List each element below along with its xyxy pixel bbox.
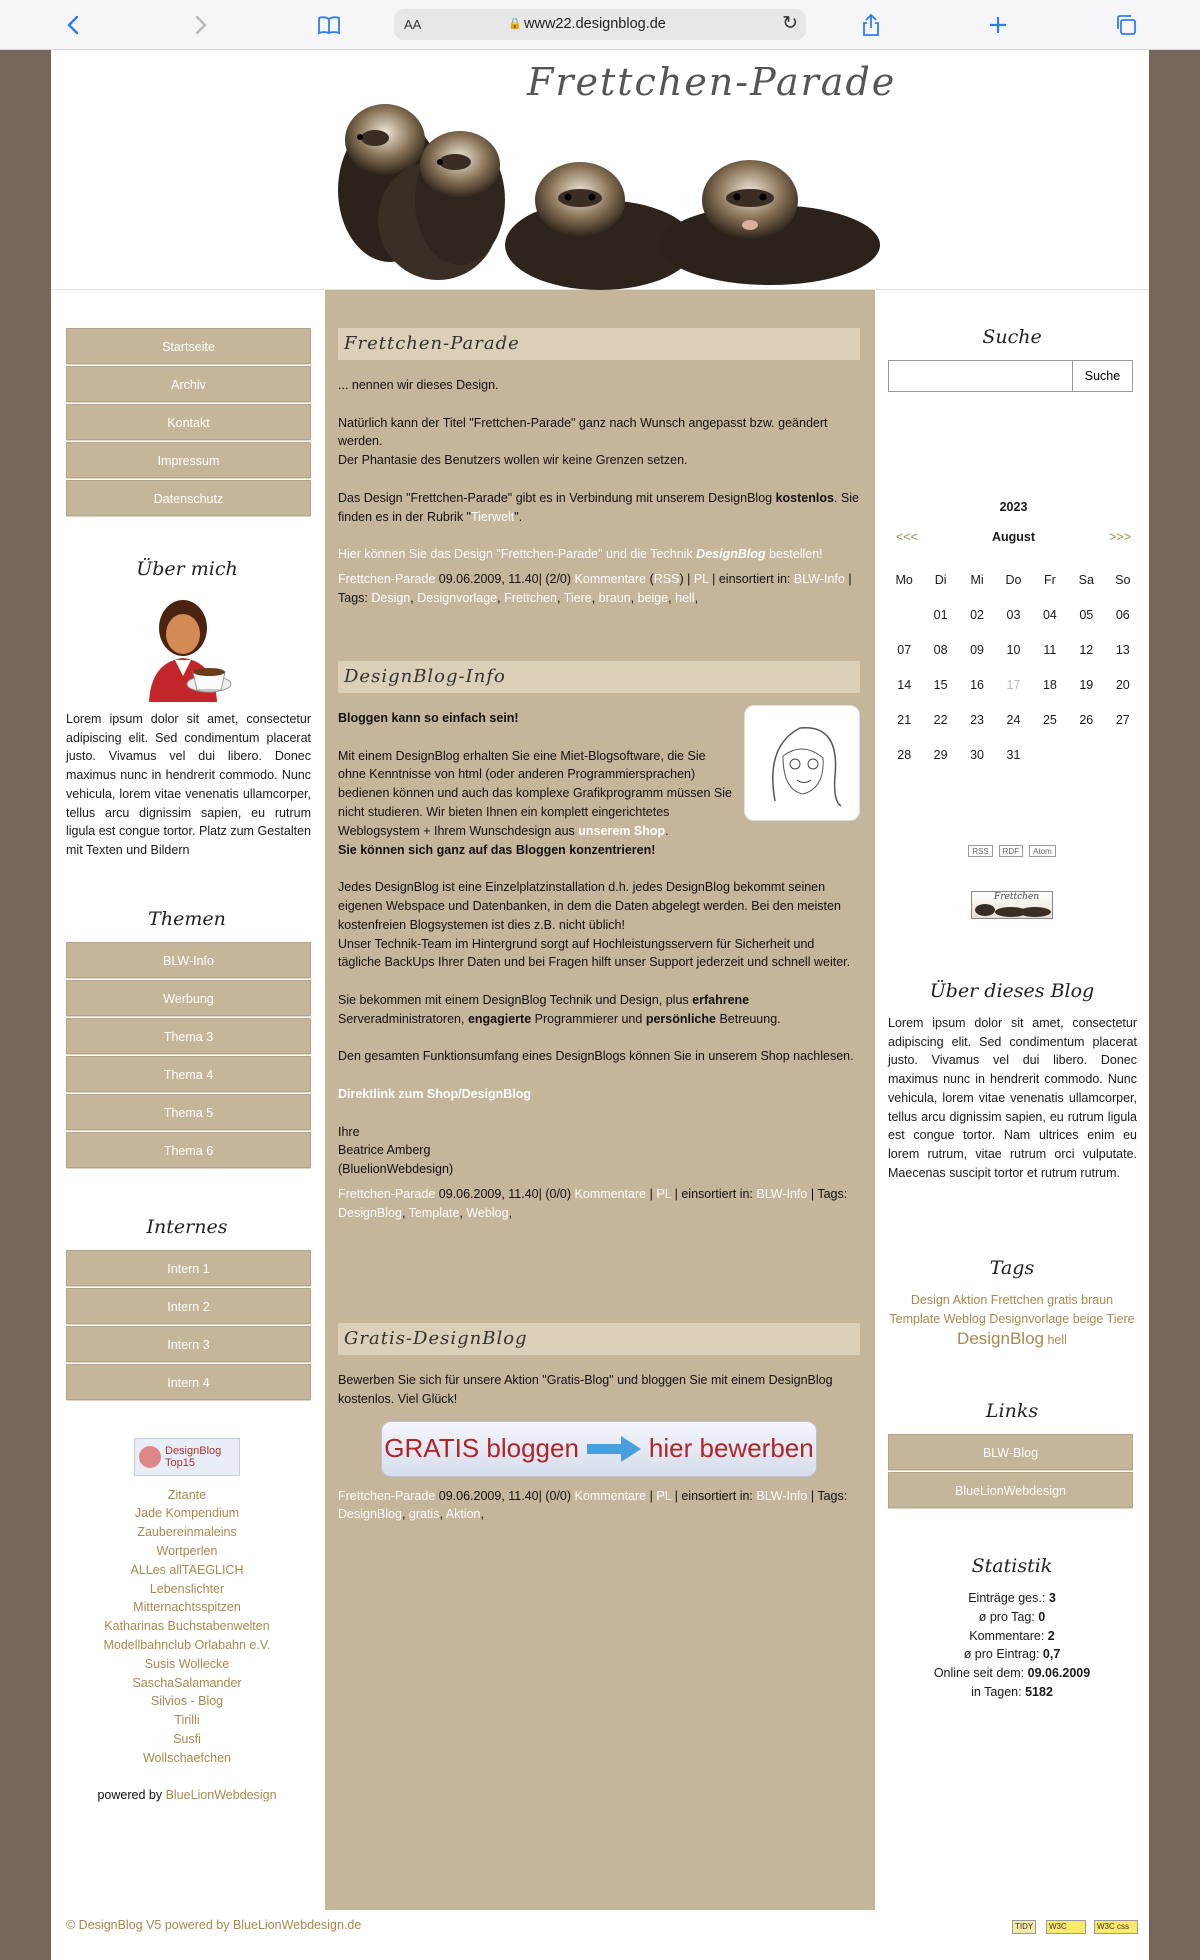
post-meta: Frettchen-Parade 09.06.2009, 11.40| (2/0) Kommentare (RSS) | PL | einsortiert in: BLW-Info | Tags: Design, Designvorlage, Frettchen, Tiere, braun, beige, hell,: [338, 571, 852, 605]
mini-banner-logo[interactable]: [875, 891, 1149, 922]
text-size-button[interactable]: AA: [404, 17, 422, 32]
calendar-day: 21: [897, 712, 912, 727]
calendar-day: 25: [1042, 712, 1057, 727]
post-bold-text: persönliche: [645, 1011, 716, 1026]
main-content: [325, 290, 875, 1910]
meta-tag-link[interactable]: Frettchen: [504, 590, 557, 605]
post-gratis-designblog: [338, 1323, 860, 1524]
stat-value: 5182: [1025, 1684, 1053, 1699]
top15-link[interactable]: Jade Kompendium: [134, 1506, 240, 1521]
calendar-day: 26: [1079, 712, 1094, 727]
calendar-prev-button[interactable]: <<<: [896, 530, 918, 544]
post-paragraph: [338, 414, 860, 470]
meta-sorted-label: | einsortiert in:: [712, 571, 791, 586]
calendar-month: August: [991, 530, 1036, 544]
tag-link[interactable]: Tiere: [1106, 1312, 1135, 1326]
feed-badges: [875, 845, 1149, 922]
tabs-icon[interactable]: [1111, 10, 1141, 40]
calendar-next-button[interactable]: >>>: [1109, 530, 1131, 544]
bookmarks-icon[interactable]: [314, 10, 344, 40]
post-text: Betreuung.: [719, 1011, 781, 1026]
calendar-day: 30: [970, 747, 984, 762]
post-frettchen-parade: [338, 328, 860, 608]
post-bold-text: engagierte: [467, 1011, 532, 1026]
calendar-week-row: [886, 702, 1141, 737]
meta-category-link[interactable]: Frettchen-Parade: [338, 1488, 436, 1503]
calendar-nav: [886, 530, 1141, 544]
share-icon[interactable]: [856, 10, 886, 40]
post-text: Programmierer und: [534, 1011, 643, 1026]
shop-direct-link[interactable]: Direktlink zum Shop/DesignBlog: [338, 1086, 532, 1101]
meta-permalink[interactable]: PL: [656, 1488, 672, 1503]
meta-tag-link[interactable]: Designvorlage: [417, 590, 498, 605]
tidy-badge[interactable]: TIDY: [1012, 1920, 1036, 1934]
calendar-grid: [886, 562, 1141, 772]
stat-label: Einträge ges.:: [968, 1591, 1046, 1605]
post-text: Mit einem DesignBlog erhalten Sie eine Miet-Blogsoftware, die Sie ohne Kenntnisse von html (oder anderen Programmiersprachen) bedienen können und auch das komplexe Grafikprogramm müssen Sie nicht studieren. Wir bieten Ihnen ein komplett eingerichtetes Weblogsystem + Ihrem Wunschdesign aus: [338, 748, 732, 838]
meta-tag-link[interactable]: DesignBlog: [338, 1205, 402, 1220]
url-text: www22.designblog.de: [524, 16, 666, 32]
tag-link[interactable]: braun: [1081, 1293, 1114, 1307]
page-footer: [51, 1910, 1149, 1960]
post-text: Sie bekommen mit einem DesignBlog Technik und Design, plus: [338, 992, 689, 1007]
meta-sorted-label: | einsortiert in:: [674, 1488, 753, 1503]
post-paragraph: Bewerben Sie sich für unsere Aktion "Gratis-Blog" und bloggen Sie mit einem DesignBlog kostenlos. Viel Glück!: [338, 1373, 833, 1406]
about-me-avatar: [51, 592, 323, 710]
meta-category-link[interactable]: Frettchen-Parade: [338, 571, 436, 586]
meta-sorted-label: | einsortiert in:: [674, 1186, 753, 1201]
post-text: Das Design "Frettchen-Parade" gibt es in Verbindung mit unserem DesignBlog: [338, 490, 773, 505]
top15-link[interactable]: Susis Wollecke: [144, 1656, 230, 1671]
tierwelt-link[interactable]: Tierwelt: [470, 509, 515, 524]
tag-link[interactable]: Designvorlage: [989, 1312, 1070, 1326]
signature-line: Beatrice Amberg: [338, 1143, 431, 1158]
w3c-css-badge[interactable]: W3C css: [1094, 1920, 1138, 1934]
post-meta: Frettchen-Parade 09.06.2009, 11.40| (0/0) Kommentare | PL | einsortiert in: BLW-Info | Tags: DesignBlog, gratis, Aktion,: [338, 1488, 848, 1522]
calendar-day: [1032, 737, 1068, 772]
post-meta: Frettchen-Parade 09.06.2009, 11.40| (0/0) Kommentare | PL | einsortiert in: BLW-Info | Tags: DesignBlog, Template, Weblog,: [338, 1186, 848, 1220]
calendar-day: 20: [1115, 677, 1130, 692]
calendar-day: 23: [970, 712, 984, 727]
calendar-day: 14: [897, 677, 912, 692]
post-text: Serveradministratoren,: [338, 1011, 465, 1026]
meta-sorted-category-link[interactable]: BLW-Info: [756, 1488, 808, 1503]
stat-per-day: [875, 1608, 1149, 1627]
meta-permalink[interactable]: PL: [656, 1186, 672, 1201]
designblog-order-link[interactable]: DesignBlog: [696, 547, 766, 562]
stat-value: 0: [1038, 1609, 1046, 1624]
post-bold-text: Sie können sich ganz auf das Bloggen konzentrieren!: [338, 842, 656, 857]
weekday-label: So: [1115, 572, 1131, 587]
calendar-day: 08: [933, 642, 948, 657]
calendar-day: 05: [1079, 607, 1094, 622]
calendar-day: 09: [970, 642, 984, 657]
post-title[interactable]: Gratis-DesignBlog: [338, 1323, 860, 1355]
stat-online-since: [875, 1664, 1149, 1683]
calendar-day: 11: [1043, 642, 1057, 657]
post-text: Natürlich kann der Titel "Frettchen-Parade" ganz nach Wunsch angepasst bzw. geändert werden.: [338, 415, 828, 449]
nav-datenschutz[interactable]: Datenschutz: [66, 480, 311, 516]
theme-4[interactable]: Thema 4: [66, 1056, 311, 1092]
post-bold-text: Bloggen kann so einfach sein!: [338, 711, 519, 725]
meta-date: 09.06.2009, 11.40| (2/0): [438, 571, 572, 586]
top15-mascot-icon: [139, 1446, 161, 1468]
stat-label: in Tagen:: [971, 1684, 1022, 1699]
shop-link[interactable]: unserem Shop: [578, 823, 666, 838]
lock-icon: 🔒: [508, 18, 522, 30]
tag-link[interactable]: Frettchen: [990, 1293, 1044, 1307]
top15-powered-by: [51, 1786, 323, 1805]
calendar-day: 19: [1079, 677, 1094, 692]
internal-1[interactable]: Intern 1: [66, 1250, 311, 1286]
calendar-day: 28: [897, 747, 912, 762]
top15-link[interactable]: Wortperlen: [156, 1544, 218, 1559]
meta-tag-link[interactable]: Weblog: [466, 1205, 509, 1220]
statistics-list: [875, 1589, 1149, 1702]
calendar-year: 2023: [999, 500, 1028, 514]
footer-copyright[interactable]: © DesignBlog V5 powered by BlueLionWebdesign.de: [66, 1918, 362, 1932]
top15-link[interactable]: Lebenslichter: [149, 1581, 225, 1596]
stat-label: Kommentare:: [969, 1628, 1045, 1643]
post-paragraph: Mit einem DesignBlog erhalten Sie eine Miet-Blogsoftware, die Sie ohne Kenntnisse von html (oder anderen Programmiersprachen) bedienen können und auch das komplexe Grafikprogramm müssen Sie nicht studieren. Wir bieten Ihnen ein komplett eingerichtetes Weblogsystem + Ihrem Wunschdesign aus unserem Shop. Sie können sich ganz auf das Bloggen konzentrieren!: [338, 748, 732, 857]
top15-link[interactable]: Zitante: [167, 1487, 207, 1502]
powered-by-link[interactable]: BlueLionWebdesign: [165, 1787, 277, 1802]
post-paragraph: ... nennen wir dieses Design.: [338, 378, 499, 392]
theme-3[interactable]: Thema 3: [66, 1018, 311, 1054]
internal-3[interactable]: Intern 3: [66, 1326, 311, 1362]
theme-6[interactable]: Thema 6: [66, 1132, 311, 1168]
top15-link[interactable]: Wollschaefchen: [142, 1750, 231, 1765]
top15-link[interactable]: Susfi: [173, 1731, 201, 1746]
calendar-day: 01: [933, 607, 948, 622]
calendar-day: [1068, 737, 1104, 772]
weekday-label: Do: [1005, 572, 1022, 587]
top15-link[interactable]: Katharinas Buchstabenwelten: [104, 1619, 270, 1634]
post-text: ".: [514, 509, 523, 524]
new-tab-icon[interactable]: [983, 10, 1013, 40]
themes-heading: Themen: [148, 907, 226, 930]
calendar-day: 04: [1042, 607, 1057, 622]
calendar-day: 06: [1115, 607, 1130, 622]
calendar-day: 15: [933, 677, 948, 692]
address-bar[interactable]: [394, 9, 806, 40]
banner-gratis-text: GRATIS bloggen: [384, 1433, 579, 1464]
meta-rss-link[interactable]: RSS: [653, 571, 680, 586]
tag-link[interactable]: beige: [1072, 1312, 1104, 1326]
search-button[interactable]: Suche: [1072, 360, 1133, 392]
calendar-day-today: 17: [1006, 677, 1021, 692]
meta-tag-link[interactable]: Design: [371, 590, 411, 605]
meta-date: 09.06.2009, 11.40| (0/0): [438, 1488, 572, 1503]
tag-cloud: [875, 1291, 1149, 1350]
statistics-heading: Statistik: [971, 1555, 1053, 1577]
calendar-week-row: [886, 667, 1141, 702]
about-me-heading: Über mich: [136, 558, 238, 580]
post-bold-text: kostenlos: [775, 490, 834, 505]
mini-ferret-image: [973, 901, 1053, 917]
post-title[interactable]: Frettchen-Parade: [338, 328, 860, 360]
meta-tag-link[interactable]: Tiere: [563, 590, 592, 605]
calendar-day: 22: [933, 712, 948, 727]
order-line: [338, 545, 860, 564]
stat-value: 2: [1047, 1628, 1055, 1643]
weekday-label: Mo: [895, 572, 913, 587]
calendar-day: [886, 597, 922, 632]
calendar: [886, 500, 1141, 772]
stat-entries: [875, 1589, 1149, 1608]
meta-date: 09.06.2009, 11.40| (0/0): [438, 1186, 572, 1201]
meta-tags-label: | Tags:: [338, 571, 852, 605]
internal-heading: Internes: [146, 1215, 228, 1238]
stat-label: Online seit dem:: [933, 1666, 1025, 1681]
post-text: . Sie finden es in der Rubrik ": [338, 490, 859, 524]
calendar-weekday-row: [886, 562, 1141, 597]
stat-value: 0,7: [1042, 1647, 1061, 1662]
tag-link[interactable]: Design: [910, 1293, 950, 1307]
link-blw-blog[interactable]: BLW-Blog: [888, 1434, 1133, 1470]
post-bold-text: erfahrene: [692, 992, 750, 1007]
post-paragraph: [338, 1085, 860, 1104]
statistics-section: [875, 1555, 1149, 1702]
weekday-label: Sa: [1078, 572, 1094, 587]
forward-icon[interactable]: [186, 10, 216, 40]
blog-header: [51, 50, 1149, 290]
meta-tags-label: Tags:: [817, 1186, 848, 1201]
meta-sorted-category-link[interactable]: BLW-Info: [793, 571, 845, 586]
meta-tag-link[interactable]: hell: [675, 590, 695, 605]
tags-heading: Tags: [989, 1257, 1035, 1279]
meta-tag-link[interactable]: braun: [598, 590, 631, 605]
top15-link[interactable]: Silvios - Blog: [150, 1694, 224, 1709]
calendar-week-row: [886, 632, 1141, 667]
arrow-right-icon: [585, 1434, 643, 1464]
tag-link[interactable]: DesignBlog: [957, 1329, 1044, 1348]
post-text: Jedes DesignBlog ist eine Einzelplatzinstallation d.h. jedes DesignBlog bekommt seinen eigenen Webspace und Datenbanken, in dem die Daten abgelegt werden. Bei den meisten kostenfreien Blogsystemen ist dies z.B. nicht üblich!: [338, 880, 841, 932]
post-body: [338, 376, 860, 564]
top15-link[interactable]: Tirilli: [174, 1713, 200, 1728]
stat-comments: [875, 1627, 1149, 1646]
signature-line: Ihre: [338, 1124, 360, 1139]
meta-tags-label: Tags:: [817, 1488, 848, 1503]
stat-label: ø pro Tag:: [978, 1609, 1035, 1624]
post-paragraph: [338, 489, 860, 527]
tags-section: [875, 1257, 1149, 1350]
theme-blw-info[interactable]: BLW-Info: [66, 942, 311, 978]
calendar-day: 13: [1115, 642, 1130, 657]
about-blog-section: [875, 980, 1149, 1182]
tag-link[interactable]: Aktion: [952, 1293, 988, 1307]
calendar-day: 18: [1042, 677, 1057, 692]
calendar-day: 02: [970, 607, 984, 622]
search-input[interactable]: [888, 360, 1072, 392]
right-sidebar: [875, 290, 1149, 1950]
left-sidebar: [51, 290, 323, 1950]
w3c-badge[interactable]: W3C: [1046, 1920, 1086, 1934]
meta-tag-link[interactable]: beige: [637, 590, 669, 605]
top15-link[interactable]: ALLes allTAEGLICH: [130, 1562, 244, 1577]
blog-title: Frettchen-Parade: [527, 60, 897, 104]
gratis-bloggen-banner[interactable]: [338, 1421, 860, 1477]
link-bluelionwebdesign[interactable]: BlueLionWebdesign: [888, 1472, 1133, 1508]
search-form: [888, 360, 1137, 392]
post-title[interactable]: DesignBlog-Info: [338, 661, 860, 693]
meta-comments-link[interactable]: Kommentare: [574, 1488, 647, 1503]
weekday-label: Di: [934, 572, 947, 587]
top15-link[interactable]: Zaubereinmaleins: [137, 1525, 237, 1540]
post-text: Der Phantasie des Benutzers wollen wir keine Grenzen setzen.: [338, 453, 688, 468]
top15-logo[interactable]: [51, 1438, 323, 1476]
meta-tag-link[interactable]: DesignBlog: [338, 1507, 402, 1522]
top15-link[interactable]: Mitternachtsspitzen: [133, 1600, 241, 1615]
calendar-day: 31: [1006, 747, 1021, 762]
tag-link[interactable]: Template: [889, 1312, 941, 1326]
stat-value: 09.06.2009: [1027, 1666, 1091, 1681]
nav-impressum[interactable]: Impressum: [66, 442, 311, 478]
blog-page: [51, 50, 1149, 1960]
post-body: [338, 1371, 860, 1477]
calendar-day: 07: [897, 642, 912, 657]
atom-badge[interactable]: Atom: [1029, 845, 1056, 857]
nav-startseite[interactable]: Startseite: [66, 328, 311, 364]
stat-value: 3: [1048, 1591, 1056, 1605]
internal-2[interactable]: Intern 2: [66, 1288, 311, 1324]
post-designblog-info: [338, 661, 860, 1223]
calendar-day: 12: [1079, 642, 1094, 657]
post-body: [338, 709, 860, 1179]
nav-archiv[interactable]: Archiv: [66, 366, 311, 402]
meta-comments-link[interactable]: Kommentare: [574, 1186, 647, 1201]
post-text: Unser Technik-Team im Hintergrund sorgt auf Hochleistungsservern für Sicherheit und tägliche BackUps Ihrer Daten und bei Fragen hilft unser Support jederzeit und schnell weiter.: [338, 936, 851, 970]
calendar-day: 24: [1006, 712, 1021, 727]
calendar-day: 03: [1006, 607, 1021, 622]
stat-per-entry: [875, 1645, 1149, 1664]
calendar-day: 27: [1115, 712, 1130, 727]
top15-logo-text: DesignBlog Top15: [165, 1444, 222, 1469]
about-blog-text: Lorem ipsum dolor sit amet, consectetur adipiscing elit. Sed condimentum placerat justo. Vivamus vel dui libero. Donec maximus nunc in hendrerit commodo. Nunc vehicula, lorem vitae venenatis ullamcorper, tellus arcu dignissim sapien, eu rutrum ligula est congue tortor. Nam ultrices enim eu lorem rutrum, vitae rutrum orci vulputate. Maecenas suscipit tortor et rutrum rutrum.: [888, 1016, 1137, 1180]
mini-banner-text: Frettchen: [994, 892, 1040, 902]
rss-badge[interactable]: RSS: [968, 845, 992, 857]
author-sketch-image: [744, 705, 860, 821]
meta-tag-link[interactable]: Aktion: [445, 1507, 481, 1522]
stat-days: [875, 1683, 1149, 1702]
meta-sorted-category-link[interactable]: BLW-Info: [756, 1186, 808, 1201]
top15-links: [51, 1486, 323, 1768]
weekday-label: Mi: [970, 572, 984, 587]
calendar-day: 16: [970, 677, 984, 692]
post-paragraph: Den gesamten Funktionsumfang eines DesignBlogs können Sie in unserem Shop nachlesen.: [338, 1049, 854, 1064]
post-signature: [338, 1123, 860, 1179]
search-heading: Suche: [982, 326, 1042, 348]
meta-tag-link[interactable]: gratis: [408, 1507, 440, 1522]
internal-4[interactable]: Intern 4: [66, 1364, 311, 1400]
meta-category-link[interactable]: Frettchen-Parade: [338, 1186, 436, 1201]
post-text: Hier können Sie das Design "Frettchen-Parade" und die Technik: [338, 547, 693, 562]
post-paragraph: [338, 878, 860, 972]
signature-line: (BluelionWebdesign): [338, 1162, 454, 1177]
links-heading: Links: [985, 1400, 1039, 1422]
meta-comments-link[interactable]: Kommentare: [574, 571, 647, 586]
post-paragraph: [338, 991, 860, 1029]
tag-link[interactable]: gratis: [1047, 1293, 1078, 1307]
tag-link[interactable]: Weblog: [943, 1312, 986, 1326]
calendar-week-row: [886, 597, 1141, 632]
nav-kontakt[interactable]: Kontakt: [66, 404, 311, 440]
tag-link[interactable]: hell: [1047, 1333, 1067, 1347]
rdf-badge[interactable]: RDF: [999, 845, 1023, 857]
top15-link[interactable]: SaschaSalamander: [132, 1675, 242, 1690]
powered-by-label: powered by: [97, 1787, 163, 1802]
about-blog-heading: Über dieses Blog: [929, 980, 1095, 1002]
top15-link[interactable]: Modellbahnclub Orlabahn e.V.: [103, 1638, 271, 1652]
theme-5[interactable]: Thema 5: [66, 1094, 311, 1130]
about-me-text: Lorem ipsum dolor sit amet, consectetur adipiscing elit. Sed condimentum placerat justo. Vivamus vel dui libero. Donec maximus nunc in hendrerit commodo. Nunc vehicula, lorem vitae venenatis ullamcorper, tellus arcu dignissim sapien, eu rutrum ligula est congue tortor. Platz zum Gestalten mit Texten und Bildern: [66, 712, 311, 857]
meta-tag-link[interactable]: Template: [408, 1205, 460, 1220]
calendar-day: 10: [1006, 642, 1021, 657]
meta-permalink[interactable]: PL: [693, 571, 709, 586]
browser-toolbar: [0, 0, 1200, 50]
weekday-label: Fr: [1043, 572, 1056, 587]
calendar-day: 29: [933, 747, 948, 762]
stat-label: ø pro Eintrag:: [963, 1647, 1040, 1662]
theme-werbung[interactable]: Werbung: [66, 980, 311, 1016]
post-text: bestellen!: [769, 547, 823, 562]
calendar-day: [1105, 737, 1141, 772]
reload-icon[interactable]: ↻: [782, 13, 798, 34]
banner-apply-text: hier bewerben: [648, 1433, 814, 1464]
links-section: [875, 1400, 1149, 1510]
back-icon[interactable]: [58, 10, 88, 40]
calendar-week-row: [886, 737, 1141, 772]
